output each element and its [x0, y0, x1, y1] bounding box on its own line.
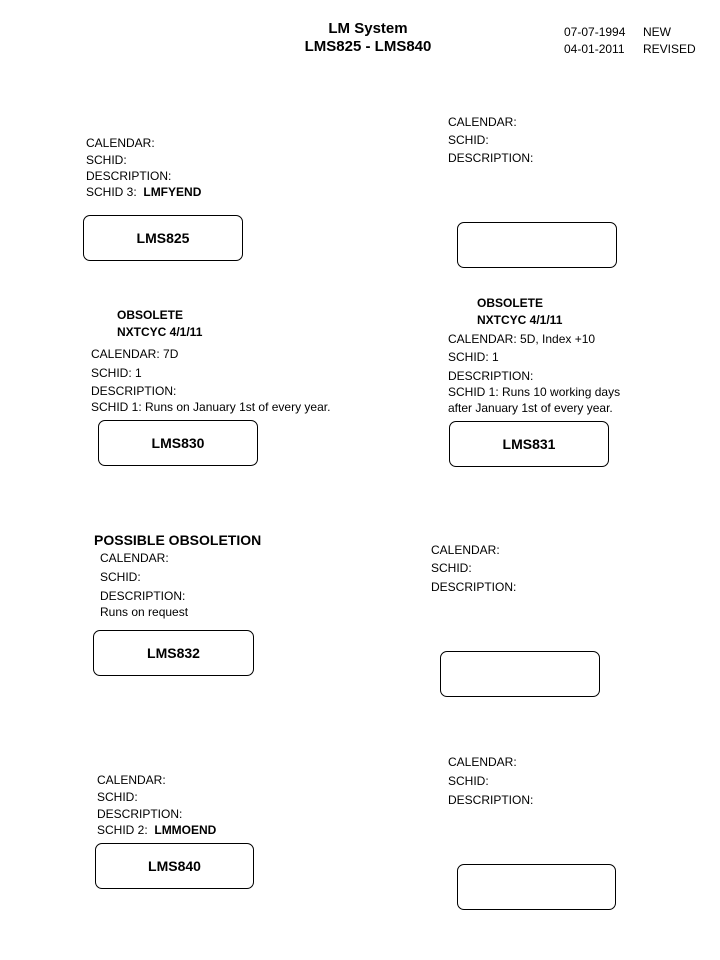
bottom-right-description: DESCRIPTION:: [448, 793, 534, 807]
lms831-schid: SCHID: 1: [448, 350, 499, 364]
lms825-job-box[interactable]: [83, 215, 243, 261]
lms832-job-label: LMS832: [147, 645, 200, 661]
lms840-schid2-value: LMMOEND: [154, 823, 217, 837]
lms840-job-box[interactable]: [95, 843, 254, 889]
lms840-schid2-label: SCHID 2:: [97, 823, 148, 837]
lms830-job-box[interactable]: [98, 420, 258, 466]
bottom-right-schid: SCHID:: [448, 774, 489, 788]
lms840-job-label: LMS840: [148, 858, 201, 874]
lms830-job-label: LMS830: [151, 435, 205, 451]
lms830-description: DESCRIPTION:: [91, 384, 177, 398]
lms832-schid: SCHID:: [100, 570, 141, 584]
lms840-description: DESCRIPTION:: [97, 807, 183, 821]
lms825-schid3-label: SCHID 3:: [86, 185, 137, 199]
lms832-job-box[interactable]: [93, 630, 254, 676]
lms831-desc-line1: SCHID 1: Runs 10 working days: [448, 385, 621, 399]
lms825-description: DESCRIPTION:: [86, 169, 172, 183]
lms832-description: DESCRIPTION:: [100, 589, 186, 603]
mid-right-schid: SCHID:: [431, 561, 472, 575]
mid-right-calendar: CALENDAR:: [431, 543, 500, 557]
lms831-obsolete: OBSOLETE: [477, 296, 544, 310]
page-subtitle: LMS825 - LMS840: [304, 38, 432, 55]
lms832-heading: POSSIBLE OBSOLETION: [94, 532, 262, 548]
lms832-calendar: CALENDAR:: [100, 551, 169, 565]
status-new: NEW: [643, 25, 671, 39]
lms830-nxtcyc: NXTCYC 4/1/11: [117, 325, 203, 339]
lms825-job-label: LMS825: [136, 230, 190, 246]
lms825-calendar: CALENDAR:: [86, 136, 155, 150]
lms830-desc-line: SCHID 1: Runs on January 1st of every year.: [91, 400, 331, 414]
lms831-desc-line2: after January 1st of every year.: [448, 401, 613, 415]
lms840-calendar: CALENDAR:: [97, 773, 166, 787]
top-right-empty-box[interactable]: [457, 222, 617, 268]
bottom-right-empty-box[interactable]: [457, 864, 616, 910]
lms825-schid3-value: LMFYEND: [143, 185, 202, 199]
mid-right-empty-box[interactable]: [440, 651, 600, 697]
lms831-nxtcyc: NXTCYC 4/1/11: [477, 313, 563, 327]
mid-right-description: DESCRIPTION:: [431, 580, 517, 594]
date-revised: 04-01-2011: [564, 42, 625, 56]
page-title: LM System: [328, 20, 408, 37]
lms830-calendar: CALENDAR: 7D: [91, 347, 179, 361]
lms840-schid: SCHID:: [97, 790, 138, 804]
lms825-schid: SCHID:: [86, 153, 127, 167]
lms830-obsolete: OBSOLETE: [117, 308, 184, 322]
date-new: 07-07-1994: [564, 25, 626, 39]
lms831-job-box[interactable]: [449, 421, 609, 467]
lms840-schid2: [97, 823, 216, 837]
top-right-calendar: CALENDAR:: [448, 115, 517, 129]
lms825-schid3: [86, 185, 201, 199]
lms830-schid: SCHID: 1: [91, 366, 142, 380]
bottom-right-calendar: CALENDAR:: [448, 755, 517, 769]
lms831-job-label: LMS831: [502, 436, 556, 452]
top-right-description: DESCRIPTION:: [448, 151, 534, 165]
lms831-description: DESCRIPTION:: [448, 369, 534, 383]
lms831-calendar: CALENDAR: 5D, Index +10: [448, 332, 596, 346]
status-revised: REVISED: [643, 42, 696, 56]
top-right-schid: SCHID:: [448, 133, 489, 147]
lms832-desc-line: Runs on request: [100, 605, 189, 619]
